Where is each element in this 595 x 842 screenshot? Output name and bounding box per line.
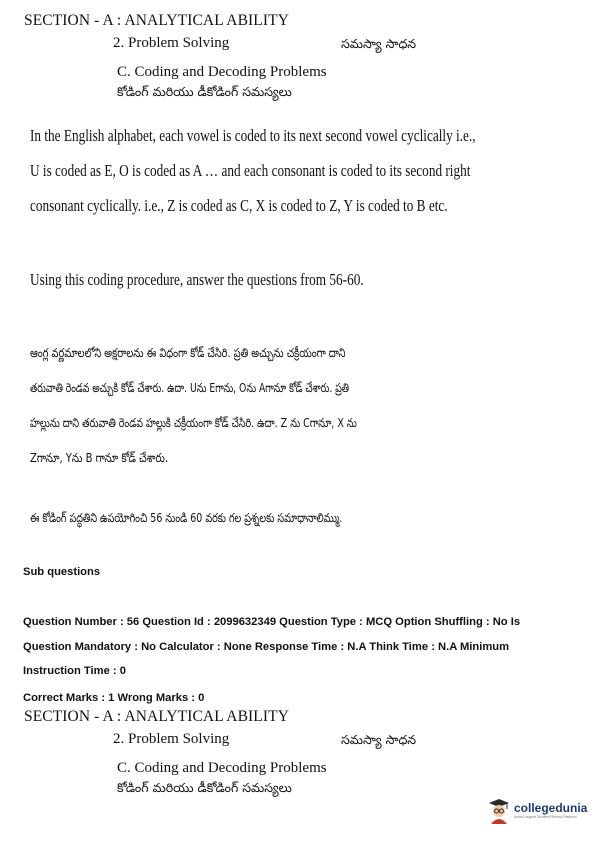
topic-title-telugu: కోడింగ్ మరియు డీకోడింగ్ సమస్యలు bbox=[117, 84, 292, 99]
section-title: SECTION - A : ANALYTICAL ABILITY bbox=[24, 12, 289, 29]
instruction-line-2: U is coded as E, O is coded as A … and each consonant is coded to its second right bbox=[30, 161, 471, 180]
student-mascot-icon bbox=[488, 798, 510, 824]
telugu-instruction-line-3: హల్లును దాని తరువాతి రెండవ హల్లుకి చక్రీయంగా కోడ్ చేసిరి. ఉదా. Z ను Cగానూ, X ను bbox=[30, 415, 357, 430]
topic-title: C. Coding and Decoding Problems bbox=[117, 64, 327, 80]
subsection-title: 2. Problem Solving bbox=[113, 35, 230, 51]
topic-title-repeat: C. Coding and Decoding Problems bbox=[117, 760, 327, 776]
topic-title-telugu-repeat: కోడింగ్ మరియు డీకోడింగ్ సమస్యలు bbox=[117, 780, 292, 795]
sub-questions-label: Sub questions bbox=[23, 566, 101, 578]
telugu-instruction-line-1: ఆంగ్ల వర్ణమాలలోని అక్షరాలను ఈ విధంగా కోడ్ చేసిరి. ప్రతి అచ్చును చక్రీయంగా దాని bbox=[30, 345, 346, 360]
question-meta-line-3: Instruction Time : 0 bbox=[23, 665, 126, 677]
subsection-title-telugu: సమస్యా సాధన bbox=[341, 36, 417, 51]
logo-tagline: India's largest Student Review Platform bbox=[514, 815, 577, 820]
question-meta-line-4: Correct Marks : 1 Wrong Marks : 0 bbox=[23, 692, 205, 704]
section-title-repeat: SECTION - A : ANALYTICAL ABILITY bbox=[24, 708, 289, 725]
instruction-line-3: consonant cyclically. i.e., Z is coded as C, X is coded to Z, Y is coded to B etc. bbox=[30, 196, 448, 215]
subsection-title-repeat: 2. Problem Solving bbox=[113, 731, 230, 747]
telugu-instruction-line-2: తరువాతి రెండవ అచ్చుకి కోడ్ చేశారు. ఉదా. Uను Eగాను, Oను Aగానూ కోడ్ చేశారు. ప్రతి bbox=[30, 380, 350, 395]
telugu-instruction-line-5: ఈ కోడింగ్ పద్ధతిని ఉపయోగించి 56 నుండి 60 వరకు గల ప్రశ్నలకు సమాధానాలిమ్ము. bbox=[30, 510, 343, 525]
subsection-title-telugu-repeat: సమస్యా సాధన bbox=[341, 732, 417, 747]
question-meta-line-2: Question Mandatory : No Calculator : None Response Time : N.A Think Time : N.A Minimum bbox=[23, 641, 510, 653]
instruction-line-1: In the English alphabet, each vowel is coded to its next second vowel cyclically i.e., bbox=[30, 126, 476, 145]
collegedunia-logo bbox=[488, 798, 587, 824]
question-meta-line-1: Question Number : 56 Question Id : 2099632349 Question Type : MCQ Option Shuffling : No Is bbox=[23, 616, 521, 628]
telugu-instruction-line-4: Zగానూ, Yను B గానూ కోడ్ చేశారు. bbox=[30, 450, 169, 465]
logo-name: collegedunia bbox=[514, 801, 588, 816]
instruction-line-4: Using this coding procedure, answer the questions from 56-60. bbox=[30, 270, 364, 289]
